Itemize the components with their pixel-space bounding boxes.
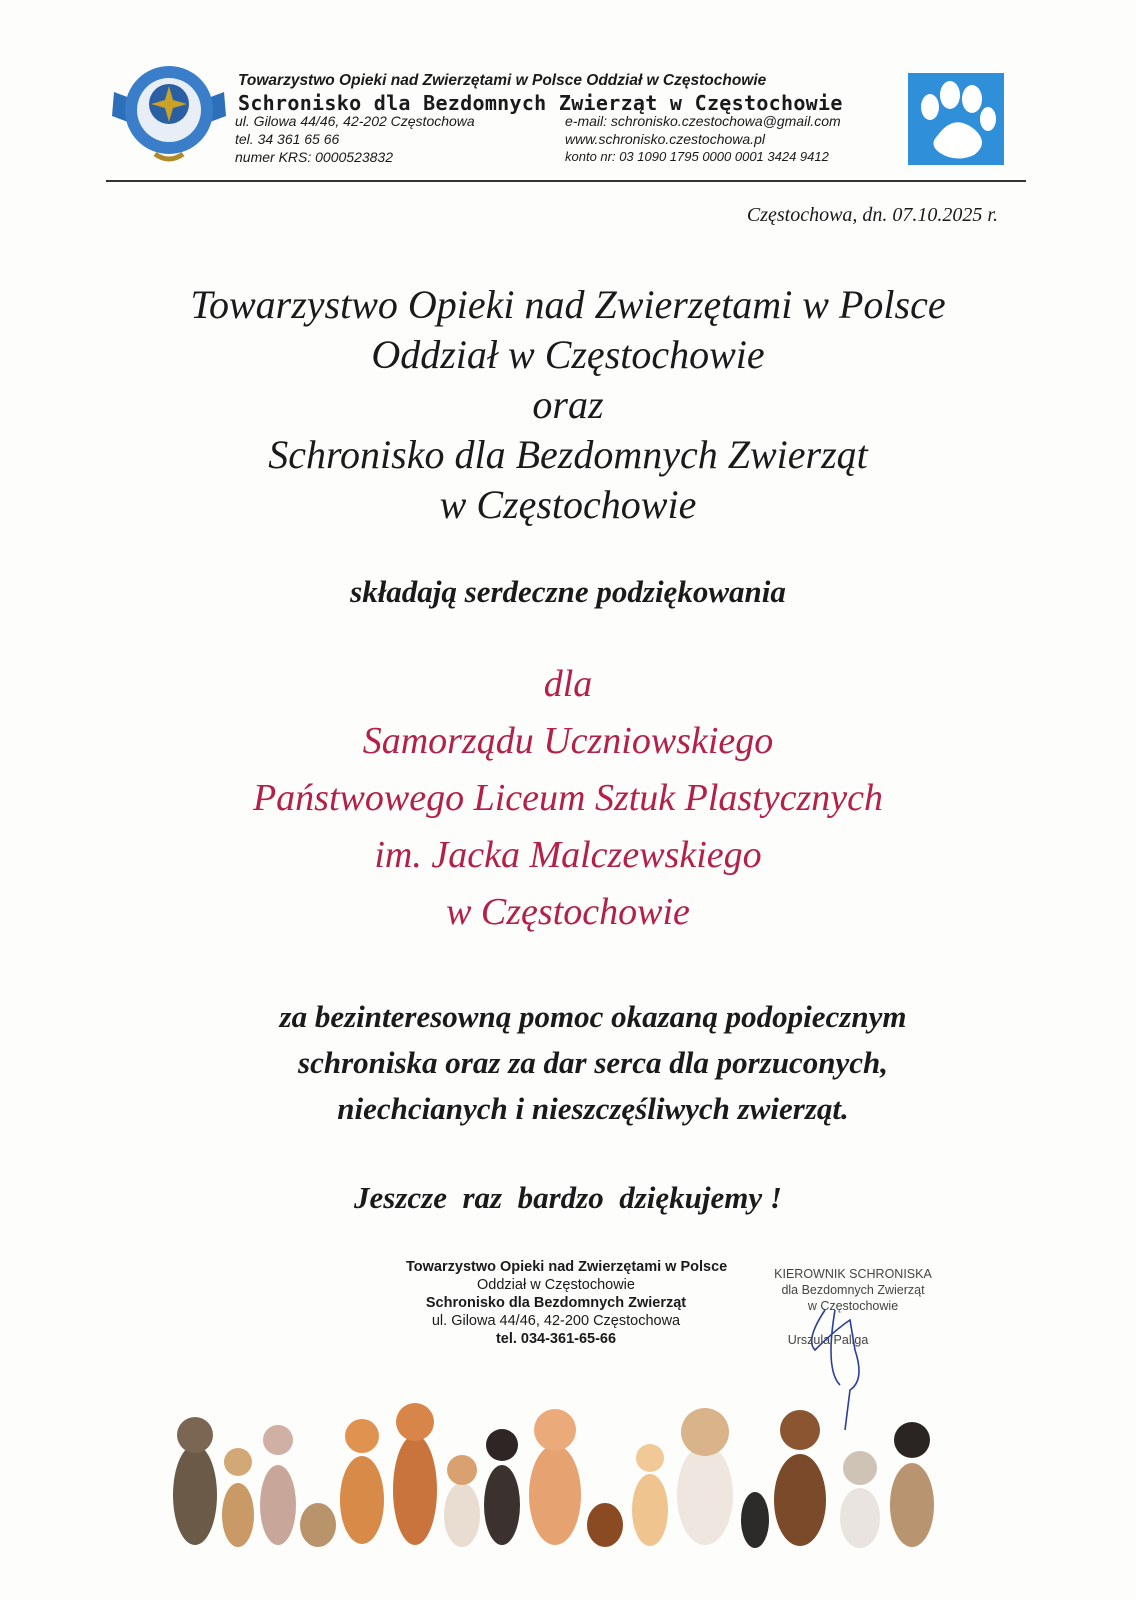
stamp-line: dla Bezdomnych Zwierząt [781,1283,925,1297]
recipient-line: im. Jacka Malczewskiego [374,834,762,876]
title-line: Oddział w Częstochowie [371,332,765,377]
thanks-line: składają serdeczne podziękowania [350,574,786,609]
recipient-line: Państwowego Liceum Sztuk Plastycznych [252,777,884,819]
letterhead-org: Towarzystwo Opieki nad Zwierzętami w Polsce Oddział w Częstochowie [238,72,767,89]
letterhead-account: konto nr: 03 1090 1795 0000 0001 3424 9412 [565,149,829,164]
letterhead-address: ul. Gilowa 44/46, 42-202 Częstochowa [235,113,475,129]
paw-icon [908,73,1004,165]
title-line: w Częstochowie [439,482,697,527]
title-line: Towarzystwo Opieki nad Zwierzętami w Polsce [190,282,946,327]
title-line: oraz [532,382,604,427]
stamp-line: tel. 034-361-65-66 [495,1331,617,1347]
stamp-line: Towarzystwo Opieki nad Zwierzętami w Polsce [406,1259,728,1275]
organization-stamp [406,1258,728,1348]
stamp-line: Schronisko dla Bezdomnych Zwierząt [425,1295,687,1311]
body-line: schroniska oraz za dar serca dla porzuconych, [298,1045,888,1080]
recipient-line: Samorządu Uczniowskiego [362,720,774,762]
stamp-line: w Częstochowie [807,1299,899,1313]
letterhead-phone: tel. 34 361 65 66 [235,131,340,147]
letterhead-website: www.schronisko.czestochowa.pl [565,131,765,147]
body-text [0,994,1136,1132]
recipient-block [0,656,1136,941]
title-line: Schronisko dla Bezdomnych Zwierząt [268,432,868,477]
header-divider [106,180,1026,182]
animals-illustration [170,1400,960,1550]
body-line: niechcianych i nieszczęśliwych zwierząt. [337,1091,849,1126]
document-date: Częstochowa, dn. 07.10.2025 r. [746,204,998,226]
letterhead-krs: numer KRS: 0000523832 [235,149,393,165]
stamp-line: Urszula Paliga [787,1333,869,1347]
recipient-line: w Częstochowie [446,891,690,933]
recipient-line: dla [543,663,593,705]
closing-line: Jeszcze raz bardzo dziękujemy ! [354,1180,782,1215]
letterhead-shelter: Schronisko dla Bezdomnych Zwierząt w Częstochowie [238,91,843,115]
title-block [0,280,1136,530]
stamp-line: Oddział w Częstochowie [477,1277,635,1293]
body-line: za bezinteresowną pomoc okazaną podopiecznym [279,999,907,1034]
letterhead-email: e-mail: schronisko.czestochowa@gmail.com [565,113,841,129]
organization-logo [110,62,228,166]
stamp-line: ul. Gilowa 44/46, 42-200 Częstochowa [431,1313,681,1329]
stamp-line: KIEROWNIK SCHRONISKA [774,1267,932,1281]
